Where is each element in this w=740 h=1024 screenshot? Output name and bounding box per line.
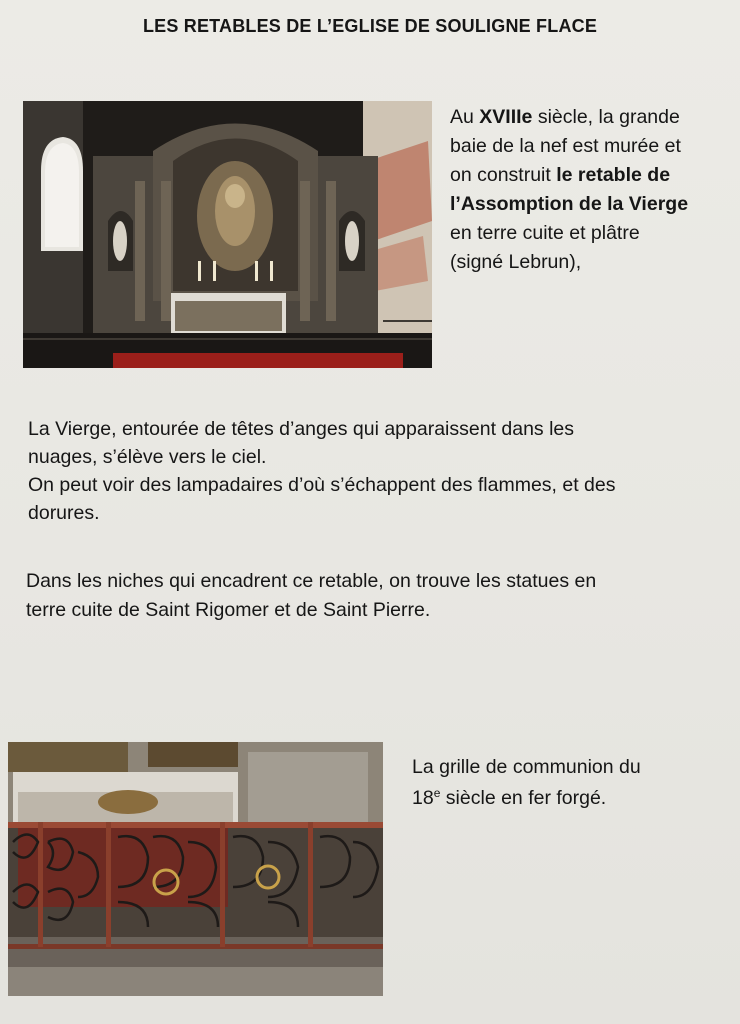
caption1-emphasis: le retable de	[556, 164, 671, 186]
communion-rail-photo	[8, 742, 383, 996]
page-title: LES RETABLES DE L’EGLISE DE SOULIGNE FLACE	[142, 16, 598, 36]
caption1-emphasis-line: l’Assomption de la Vierge	[450, 193, 689, 215]
caption2-number: 18	[412, 787, 434, 809]
caption1-line: baie de la nef est murée et	[450, 135, 681, 157]
caption2-superscript: e	[433, 786, 441, 800]
caption1-text: siècle, la grande	[532, 106, 680, 128]
virgin-description	[28, 415, 733, 527]
body-line: Dans les niches qui encadrent ce retable, on trouve les statues en	[26, 570, 597, 592]
altarpiece-caption	[450, 103, 735, 277]
body-line: La Vierge, entourée de têtes d’anges qui apparaissent dans les	[28, 418, 575, 440]
caption1-line	[450, 161, 735, 190]
caption2-line: La grille de communion du	[412, 756, 641, 778]
communion-rail-caption	[412, 752, 722, 814]
body-line: dorures.	[28, 502, 100, 524]
caption2-text: siècle en fer forgé.	[440, 787, 607, 809]
caption1-line: en terre cuite et plâtre	[450, 222, 640, 244]
caption2-line	[412, 783, 722, 814]
body-line: nuages, s’élève vers le ciel.	[28, 446, 267, 468]
body-line: On peut voir des lampadaires d’où s’échappent des flammes, et des	[28, 474, 616, 496]
caption1-century: XVIIIe	[479, 106, 533, 128]
niches-description	[26, 567, 731, 625]
body-line: terre cuite de Saint Rigomer et de Saint Pierre.	[26, 599, 431, 621]
altarpiece-photo	[23, 101, 432, 368]
caption1-line	[450, 103, 735, 132]
caption1-line: (signé Lebrun),	[450, 251, 582, 273]
caption1-text: Au	[450, 106, 480, 128]
caption1-text: on construit	[450, 164, 557, 186]
